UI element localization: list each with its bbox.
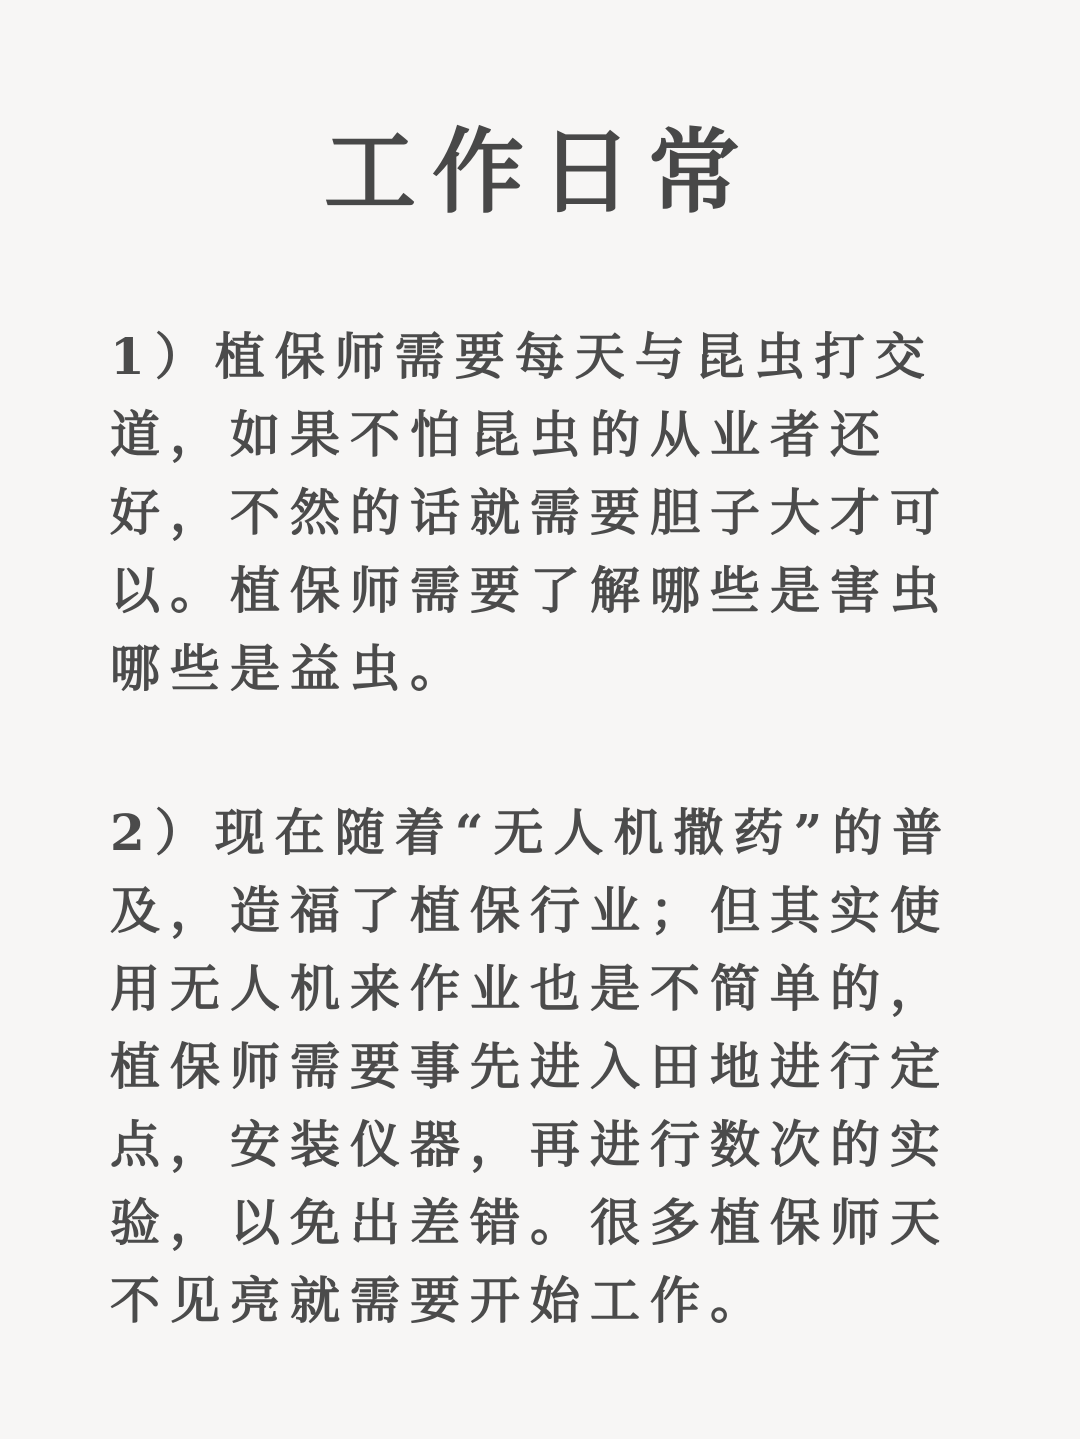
paragraph-2: 2）现在随着“无人机撒药”的普及，造福了植保行业；但其实使用无人机来作业也是不简单的，植保师需要事先进入田地进行定点，安装仪器，再进行数次的实验，以免出差错。很多植保师天不见亮就需要开始工作。 [110,803,953,1330]
page-title: 工作日常 [323,118,756,226]
paragraph-1: 1）植保师需要每天与昆虫打交道，如果不怕昆虫的从业者还好，不然的话就需要胆子大才可以。植保师需要了解哪些是害虫哪些是益虫。 [110,327,950,698]
